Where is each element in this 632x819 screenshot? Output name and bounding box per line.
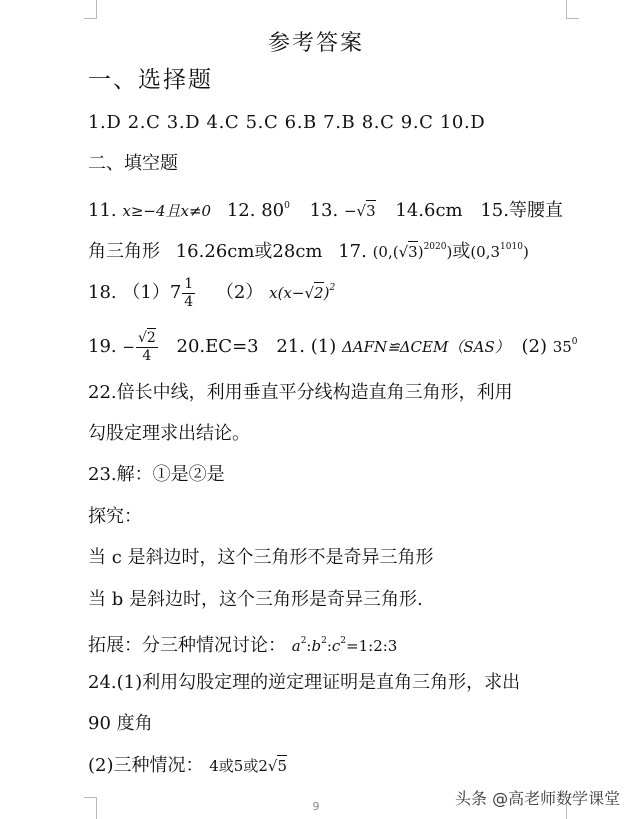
corner-mark-top-left: [84, 0, 97, 19]
section-heading-fill: 二、填空题: [88, 153, 178, 174]
fill-answers-row-3: [88, 270, 335, 311]
fill-answers-row-2: [88, 235, 529, 264]
watermark: 头条 @高老师数学课堂: [455, 789, 621, 808]
corner-mark-top-right: [566, 0, 579, 19]
q18-part1-answer: 7 $\frac{1}{4}$: [169, 275, 194, 310]
q21-part1-answer: ΔAFN≌ΔCEM（SAS）: [341, 338, 510, 356]
q20-answer: 20.EC=3: [176, 336, 259, 357]
explore-case-b: 当 b 是斜边时，这个三角形是奇异三角形.: [88, 589, 423, 610]
q21-part2-answer: $35^0$: [552, 337, 578, 356]
extend-ratio: $a^2:b^2:c^2=1:2:3$: [291, 636, 398, 655]
q13-number: 13.: [309, 200, 339, 221]
q21-number: 21.: [276, 336, 305, 357]
q19-answer: − $\frac{√2}{4}$: [122, 329, 156, 364]
q24-line-1: 24.(1)利用勾股定理的逆定理证明是直角三角形，求出: [88, 672, 521, 693]
q16-answer: 16.26cm或28cm: [175, 241, 323, 262]
q18-number: 18.: [88, 282, 117, 303]
q22-line-1: 22.倍长中线，利用垂直平分线构造直角三角形，利用: [88, 382, 513, 403]
extend-line: [88, 629, 397, 658]
q13-answer: −√3: [343, 202, 376, 220]
page-title: 参考答案: [267, 31, 364, 56]
q21-part2-label: (2): [521, 336, 547, 357]
page-number: 9: [312, 800, 320, 813]
q17-number: 17.: [338, 241, 367, 262]
q12-answer: $80^0$: [261, 200, 290, 221]
q14-answer: 14.6cm: [395, 200, 463, 221]
q24-part2-answer: 4或5或2√5: [209, 757, 287, 775]
explore-case-c: 当 c 是斜边时，这个三角形不是奇异三角形: [88, 547, 434, 568]
q21-part1-label: (1): [310, 336, 337, 357]
q18-part1-label: （1）: [122, 282, 170, 303]
q15-answer-part1: 15.等腰直: [480, 200, 563, 221]
explore-label: 探究：: [88, 506, 142, 527]
q18-part2-label: （2）: [215, 282, 264, 303]
choice-answers: 1.D 2.C 3.D 4.C 5.C 6.B 7.B 8.C 9.C 10.D: [88, 112, 486, 133]
extend-label: 拓展：分三种情况讨论：: [88, 635, 286, 656]
q24-part2-label: (2)三种情况：: [88, 755, 204, 776]
q17-answer: $(0,(√3)^{2020})$或$(0,3^{1010})$: [372, 241, 529, 262]
q15-answer-part2: 角三角形: [88, 241, 160, 262]
q19-number: 19.: [88, 336, 117, 357]
q24-line-2: 90 度角: [88, 713, 153, 734]
fill-answers-row-1: [88, 194, 563, 223]
q23-answer: 23.解：①是②是: [88, 464, 225, 485]
q11-answer: x≥−4且x≠0: [122, 202, 212, 220]
q24-line-3: [88, 754, 287, 778]
q22-line-2: 勾股定理求出结论。: [88, 423, 250, 444]
q18-part2-answer: $x(x-√2)^2$: [269, 283, 336, 302]
section-heading-choice: 一、选择题: [88, 67, 213, 93]
q11-number: 11.: [88, 200, 117, 221]
fill-answers-row-4: [88, 322, 578, 367]
q12-number: 12.: [226, 200, 256, 221]
